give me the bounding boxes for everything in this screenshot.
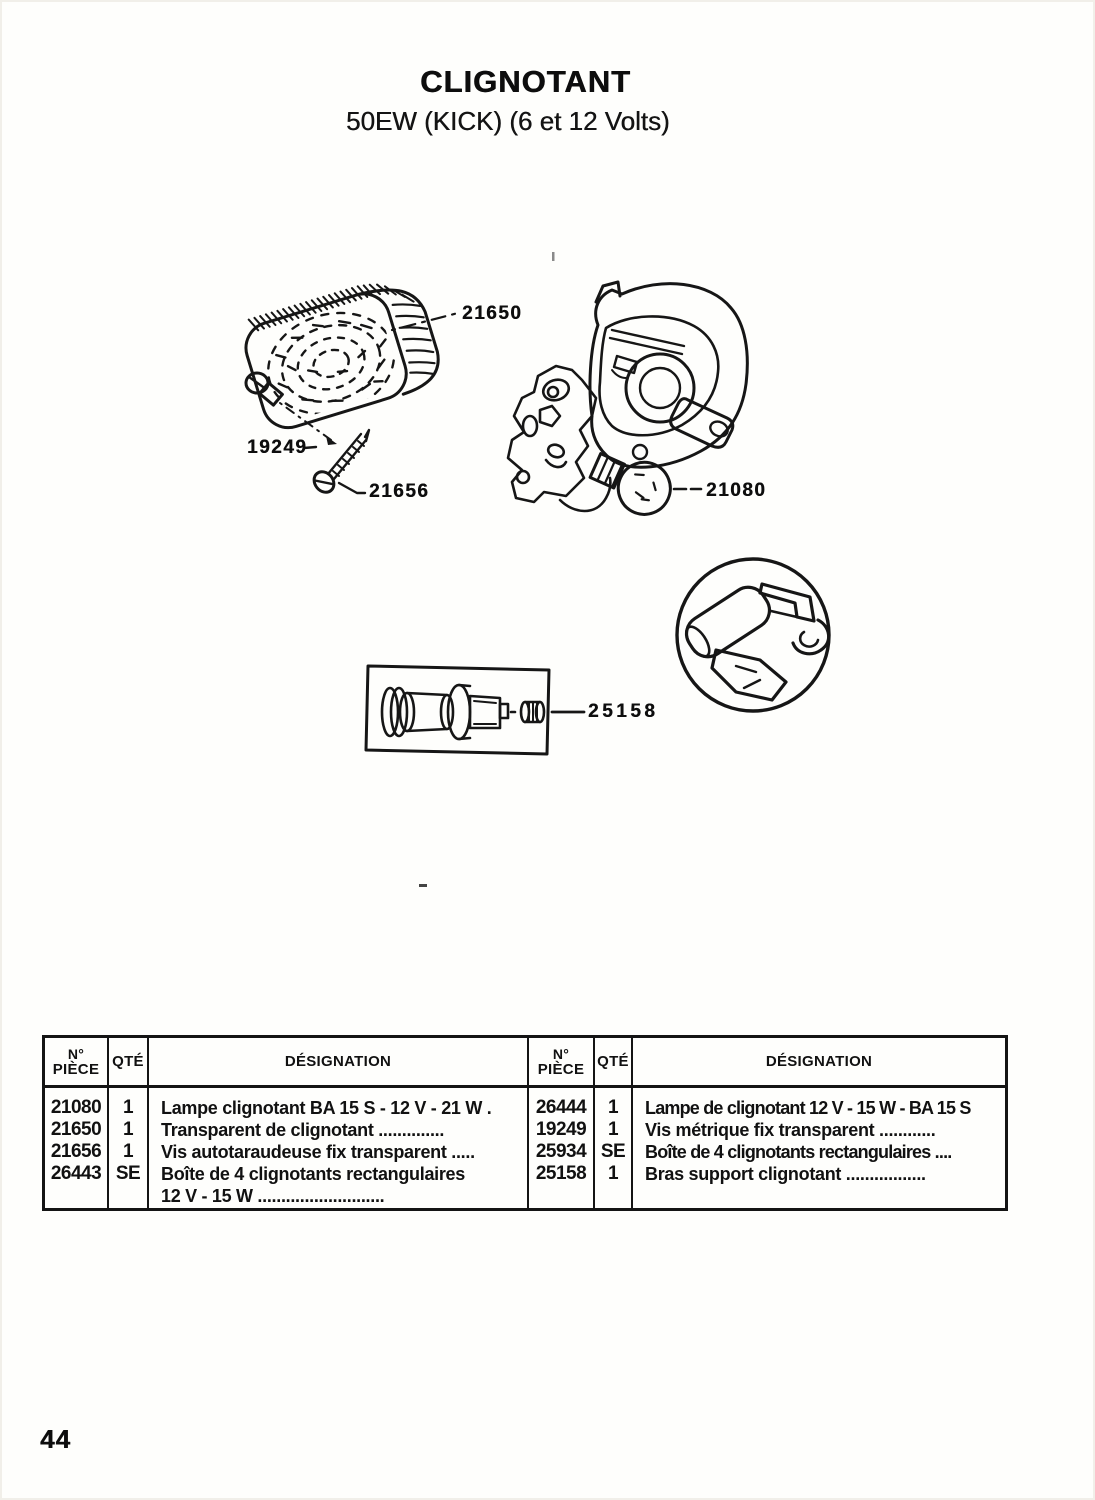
header-part-number: N° PIÈCE xyxy=(529,1038,595,1085)
lens-drawing xyxy=(237,270,446,435)
page-title: CLIGNOTANT xyxy=(420,64,631,99)
page-subtitle: 50EW (KICK) (6 et 12 Volts) xyxy=(346,106,670,136)
part-number: 19249 xyxy=(535,1119,587,1140)
callout-label-support-arm: 25158 xyxy=(588,701,659,722)
scan-artifact-dot xyxy=(419,884,427,887)
housing-drawing xyxy=(590,282,747,467)
qty-value: 1 xyxy=(607,1119,619,1140)
qty-value: 1 xyxy=(607,1097,619,1118)
part-number: 21650 xyxy=(50,1119,102,1140)
qty-value: 1 xyxy=(122,1141,134,1162)
designation-text: Lampe clignotant BA 15 S - 12 V - 21 W . xyxy=(161,1098,492,1118)
qty-value: 1 xyxy=(122,1119,134,1140)
right-qty-column xyxy=(595,1088,633,1211)
right-designation-column xyxy=(633,1088,1005,1211)
callout-label-self-tapping-screw: 21656 xyxy=(369,481,430,502)
qty-value: SE xyxy=(115,1163,141,1184)
qty-value: 1 xyxy=(122,1097,134,1118)
self-tapping-screw-drawing xyxy=(310,430,369,496)
parts-drawing xyxy=(0,230,1095,930)
designation-text: Boîte de 4 clignotants rectangulaires .... xyxy=(645,1142,952,1162)
callout-label-bulb: 21080 xyxy=(706,480,767,501)
right-part-number-column xyxy=(529,1088,595,1211)
part-number: 21080 xyxy=(50,1097,102,1118)
header-part-number: N° PIÈCE xyxy=(45,1038,109,1085)
left-part-number-column xyxy=(45,1088,109,1211)
designation-text: 12 V - 15 W ........................... xyxy=(161,1186,385,1206)
header-qty: QTÉ xyxy=(595,1038,633,1085)
scan-artifact-dash xyxy=(552,252,555,261)
part-number: 25934 xyxy=(535,1141,587,1162)
designation-text: Vis autotaraudeuse fix transparent ..... xyxy=(161,1142,475,1162)
table-header-row xyxy=(45,1038,1005,1088)
qty-value: 1 xyxy=(607,1163,619,1184)
header-designation: DÉSIGNATION xyxy=(149,1038,529,1085)
callout-label-lens: 21650 xyxy=(462,303,523,324)
callout-label-fixing-screw: 19249 xyxy=(247,437,308,458)
part-number: 21656 xyxy=(50,1141,102,1162)
support-arm-box-drawing xyxy=(366,666,584,754)
part-number: 26443 xyxy=(50,1163,102,1184)
designation-text: Vis métrique fix transparent ............ xyxy=(645,1120,936,1140)
part-number: 25158 xyxy=(535,1163,587,1184)
detail-circle-drawing xyxy=(677,559,829,711)
page-number: 44 xyxy=(40,1424,71,1454)
table-body-row xyxy=(45,1088,1005,1211)
designation-text: Lampe de clignotant 12 V - 15 W - BA 15 S xyxy=(645,1098,971,1118)
bulb-drawing xyxy=(584,443,701,523)
exploded-parts-diagram xyxy=(0,230,1095,930)
designation-text: Boîte de 4 clignotants rectangulaires xyxy=(161,1164,465,1184)
header-designation: DÉSIGNATION xyxy=(765,1052,873,1070)
part-number: 26444 xyxy=(535,1097,587,1118)
left-qty-column xyxy=(109,1088,149,1211)
left-designation-column xyxy=(149,1088,529,1211)
qty-value: SE xyxy=(600,1141,626,1162)
parts-table xyxy=(42,1035,1008,1211)
header-qty: QTÉ xyxy=(109,1038,149,1085)
designation-text: Bras support clignotant ................. xyxy=(645,1164,926,1184)
designation-text: Transparent de clignotant .............. xyxy=(161,1120,445,1140)
